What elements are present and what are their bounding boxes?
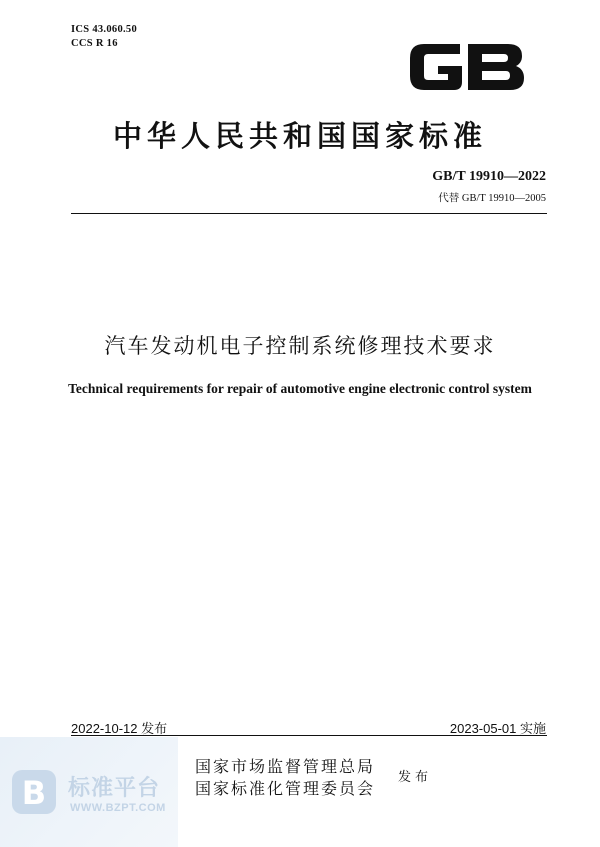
standard-number: GB/T 19910—2022 bbox=[432, 169, 546, 184]
watermark-name: 标准平台 bbox=[68, 776, 161, 801]
document-title-english: Technical requirements for repair of automotive engine electronic control system bbox=[68, 381, 532, 396]
watermark-url: WWW.BZPT.COM bbox=[70, 802, 166, 814]
ccs-code: CCS R 16 bbox=[71, 38, 118, 49]
issuer-line-1: 国家市场监督管理总局 bbox=[195, 757, 376, 776]
replaces-standard: 代替 GB/T 19910—2005 bbox=[438, 193, 546, 204]
issuer-line-2: 国家标准化管理委员会 bbox=[195, 779, 376, 798]
top-divider bbox=[71, 213, 547, 214]
gb-logo-icon bbox=[404, 38, 530, 96]
ics-code: ICS 43.060.50 bbox=[71, 24, 138, 35]
watermark-logo-letter: B bbox=[21, 774, 47, 812]
document-title-chinese: 汽车发动机电子控制系统修理技术要求 bbox=[104, 334, 496, 358]
implementation-date: 2023-05-01 实施 bbox=[449, 721, 546, 736]
bottom-divider bbox=[71, 735, 547, 736]
issue-label: 发布 bbox=[398, 770, 433, 785]
publish-date: 2022-10-12 发布 bbox=[71, 721, 168, 736]
standard-title: 中华人民共和国国家标准 bbox=[112, 119, 487, 153]
watermark-logo-icon bbox=[10, 768, 58, 816]
